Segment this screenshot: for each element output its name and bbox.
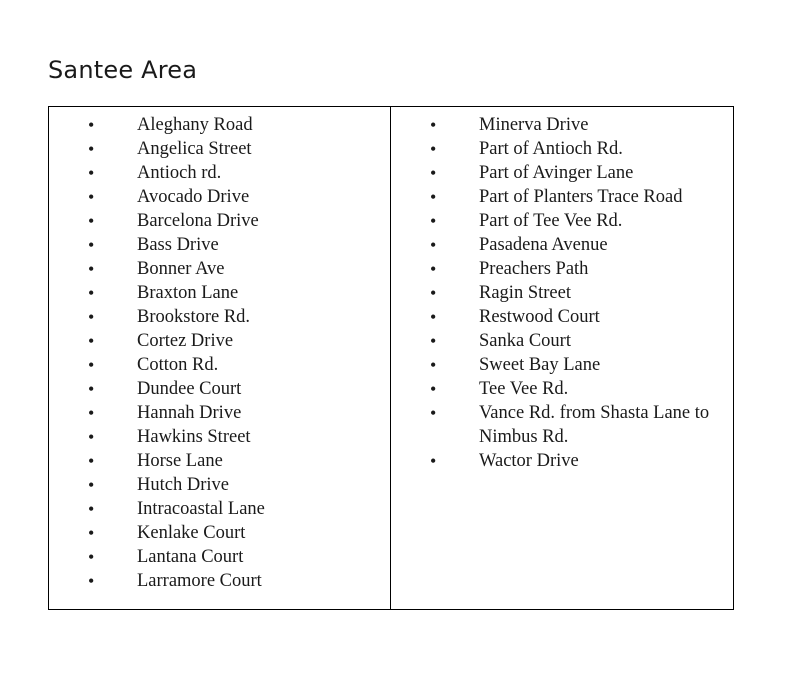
bullet-icon: • xyxy=(88,403,95,423)
street-list-item xyxy=(49,353,390,377)
bullet-icon: • xyxy=(88,235,95,255)
street-list-left xyxy=(49,107,390,593)
street-column-right xyxy=(391,107,733,609)
street-list-item xyxy=(391,113,733,137)
street-name: Bass Drive xyxy=(137,235,219,255)
street-name: Minerva Drive xyxy=(479,115,589,135)
street-list-item xyxy=(49,305,390,329)
street-list-item xyxy=(49,545,390,569)
street-name: Horse Lane xyxy=(137,451,223,471)
street-name: Ragin Street xyxy=(479,283,571,303)
street-list-item xyxy=(49,281,390,305)
street-name: Cortez Drive xyxy=(137,331,234,351)
street-name: Sanka Court xyxy=(479,331,571,351)
street-list-item xyxy=(49,521,390,545)
street-name: Larramore Court xyxy=(137,571,262,591)
bullet-icon: • xyxy=(88,499,95,519)
bullet-icon: • xyxy=(88,523,95,543)
bullet-icon: • xyxy=(88,355,95,375)
bullet-icon: • xyxy=(430,211,437,231)
street-list-item xyxy=(391,377,733,401)
bullet-icon: • xyxy=(88,211,95,231)
street-name: Preachers Path xyxy=(479,259,589,279)
bullet-icon: • xyxy=(88,547,95,567)
bullet-icon: • xyxy=(88,283,95,303)
bullet-icon: • xyxy=(430,379,437,399)
street-name: Braxton Lane xyxy=(137,283,239,303)
street-list-item xyxy=(49,185,390,209)
bullet-icon: • xyxy=(88,307,95,327)
street-list-item xyxy=(49,449,390,473)
street-list-item xyxy=(391,209,733,233)
street-list-item xyxy=(49,425,390,449)
street-name: Tee Vee Rd. xyxy=(479,379,569,399)
street-name: Hutch Drive xyxy=(137,475,229,495)
street-name: Hawkins Street xyxy=(137,427,251,447)
bullet-icon: • xyxy=(88,259,95,279)
bullet-icon: • xyxy=(88,451,95,471)
street-list-item xyxy=(391,329,733,353)
street-name: Lantana Court xyxy=(137,547,244,567)
street-name: Part of Antioch Rd. xyxy=(479,139,623,159)
street-list-item xyxy=(49,233,390,257)
page-title: Santee Area xyxy=(48,56,198,84)
bullet-icon: • xyxy=(88,571,95,591)
street-column-left xyxy=(49,107,391,609)
street-list-item xyxy=(49,401,390,425)
street-list-item xyxy=(49,257,390,281)
bullet-icon: • xyxy=(430,355,437,375)
street-name: Dundee Court xyxy=(137,379,242,399)
street-name: Sweet Bay Lane xyxy=(479,355,601,375)
street-name: Barcelona Drive xyxy=(137,211,259,231)
bullet-icon: • xyxy=(88,163,95,183)
street-name: Avocado Drive xyxy=(137,187,250,207)
street-list-item xyxy=(49,329,390,353)
bullet-icon: • xyxy=(430,403,437,423)
street-name: Part of Tee Vee Rd. xyxy=(479,211,623,231)
street-name: Wactor Drive xyxy=(479,451,579,471)
bullet-icon: • xyxy=(430,307,437,327)
bullet-icon: • xyxy=(88,427,95,447)
bullet-icon: • xyxy=(88,475,95,495)
bullet-icon: • xyxy=(430,187,437,207)
street-list-item xyxy=(391,449,733,473)
bullet-icon: • xyxy=(430,139,437,159)
street-list-item xyxy=(49,161,390,185)
street-list-item xyxy=(391,161,733,185)
street-name: Intracoastal Lane xyxy=(137,499,265,519)
bullet-icon: • xyxy=(430,163,437,183)
street-list-right xyxy=(391,107,733,473)
street-list-item xyxy=(49,569,390,593)
street-name: Restwood Court xyxy=(479,307,600,327)
street-list-item xyxy=(391,257,733,281)
street-name: Bonner Ave xyxy=(137,259,225,279)
bullet-icon: • xyxy=(430,235,437,255)
street-name: Part of Planters Trace Road xyxy=(479,187,683,207)
street-list-item xyxy=(49,137,390,161)
street-name: Cotton Rd. xyxy=(137,355,219,375)
bullet-icon: • xyxy=(430,115,437,135)
bullet-icon: • xyxy=(88,187,95,207)
street-list-item xyxy=(49,473,390,497)
street-table xyxy=(48,106,734,610)
street-list-item xyxy=(49,377,390,401)
street-list-item xyxy=(391,185,733,209)
street-list-item xyxy=(391,281,733,305)
bullet-icon: • xyxy=(430,283,437,303)
street-list-item xyxy=(391,305,733,329)
street-list-item xyxy=(391,233,733,257)
street-list-item xyxy=(49,209,390,233)
street-list-item xyxy=(391,401,733,449)
bullet-icon: • xyxy=(88,115,95,135)
street-list-item xyxy=(49,113,390,137)
street-name: Kenlake Court xyxy=(137,523,246,543)
bullet-icon: • xyxy=(88,379,95,399)
bullet-icon: • xyxy=(88,139,95,159)
bullet-icon: • xyxy=(88,331,95,351)
street-name: Pasadena Avenue xyxy=(479,235,608,255)
street-name: Aleghany Road xyxy=(137,115,253,135)
bullet-icon: • xyxy=(430,451,437,471)
street-name: Vance Rd. from Shasta Lane to Nimbus Rd. xyxy=(479,403,710,447)
street-name: Angelica Street xyxy=(137,139,252,159)
bullet-icon: • xyxy=(430,259,437,279)
street-name: Antioch rd. xyxy=(137,163,222,183)
street-name: Brookstore Rd. xyxy=(137,307,251,327)
street-list-item xyxy=(391,137,733,161)
street-name: Hannah Drive xyxy=(137,403,242,423)
street-name: Part of Avinger Lane xyxy=(479,163,634,183)
street-list-item xyxy=(391,353,733,377)
bullet-icon: • xyxy=(430,331,437,351)
street-list-item xyxy=(49,497,390,521)
